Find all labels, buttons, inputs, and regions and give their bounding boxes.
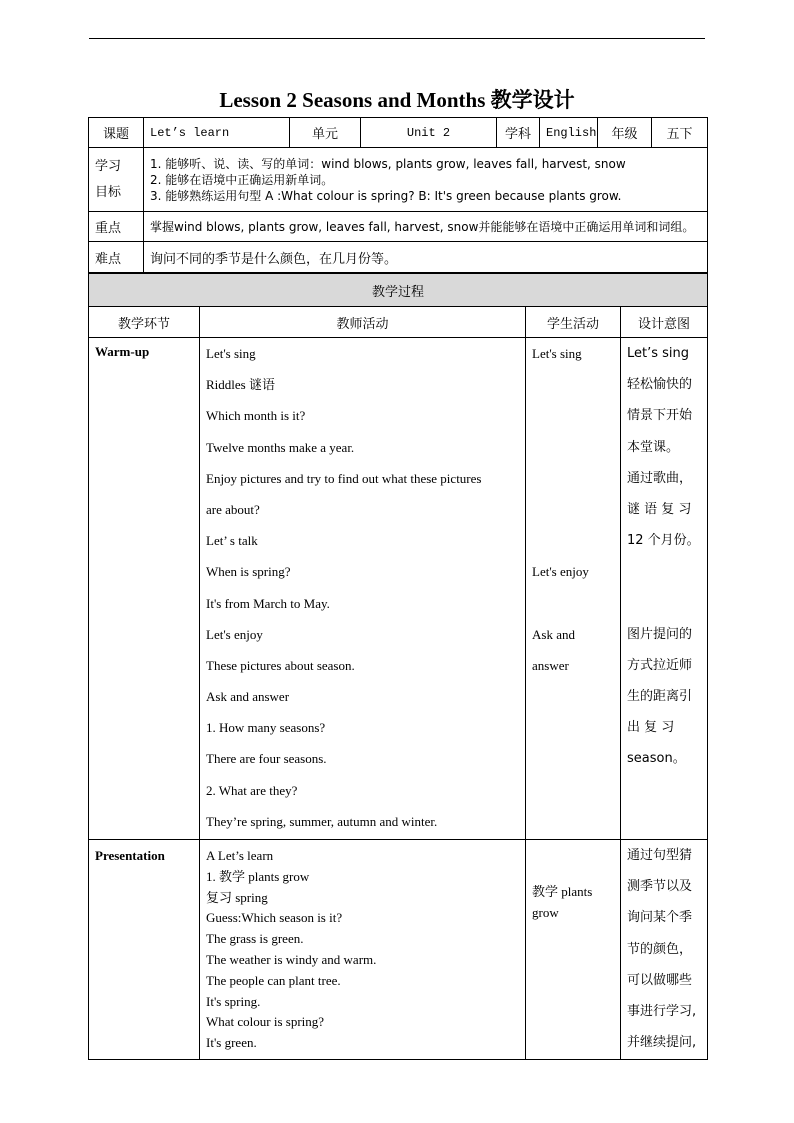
table-row: 询问某个季 [627,910,693,926]
table-row [532,525,614,556]
table-row: 方式拉近师 [627,657,693,673]
table-row: It's green. [206,1035,257,1051]
warmup-student [526,338,621,840]
table-row: 1. How many seasons? [206,720,326,736]
topic-value: Let’s learn [144,118,290,148]
table-row: Let's enjoy [206,626,263,642]
header-rule [89,38,705,39]
table-row: 复习 spring [206,889,268,905]
table-row: Let's sing [206,346,256,361]
warmup-teacher [200,338,526,840]
table-row: are about? [206,501,260,517]
difficulty-text: 询问不同的季节是什么颜色，在几月份等。 [144,242,708,273]
table-row: They’re spring, summer, autumn and winter. [206,813,438,829]
table-row [532,494,614,525]
table-row: 1. 教学 plants grow [206,868,310,884]
table-row: 2. What are they? [206,782,298,798]
table-row: 节的颜色， [627,941,693,957]
table-row: Which month is it? [206,408,306,424]
table-row [627,588,701,619]
table-row: When is spring? [206,564,291,580]
table-row: season。 [627,751,686,767]
table-row: Guess:Which season is it? [206,910,343,926]
table-row: Ask and [532,626,575,642]
table-row: 12 个月份。 [627,533,700,549]
table-row [532,400,614,431]
topic-label: 课题 [89,118,144,148]
table-row: Riddles 谜语 [206,377,275,393]
presentation-intent [621,840,708,1060]
table-row: 通过句型猜 [627,848,693,863]
key-points-text: 掌握wind blows, plants grow, leaves fall, harvest, snow并能能够在语境中正确运用单词和词组。 [144,212,708,242]
objectives-label: 学习 目标 [89,148,144,212]
objective-item: 2. 能够在语境中正确运用新单词。 [150,172,334,187]
table-row: Let’ s talk [206,533,258,549]
subject-value: English [540,118,598,148]
table-row: 教学 plants [532,884,593,899]
table-row: 通过歌曲， [627,470,693,486]
process-table [88,273,708,1060]
info-table [88,117,708,273]
table-row: Let’s sing [627,346,690,361]
table-row [532,369,614,400]
table-row: answer [532,657,569,673]
process-header: 教学过程 [89,274,708,307]
table-row: grow [532,904,559,920]
table-row: It's from March to May. [206,595,330,611]
presentation-teacher [200,840,526,1060]
objective-item: 3. 能够熟练运用句型 A :What colour is spring? B: It's green because plants grow. [150,188,622,203]
objectives-list [144,148,708,212]
table-row: 图片提问的 [627,626,693,642]
unit-label: 单元 [290,118,361,148]
table-row: 测季节以及 [627,879,693,895]
page-title: Lesson 2 Seasons and Months 教学设计 [219,88,575,112]
table-row [532,463,614,494]
warmup-stage: Warm-up [89,338,200,840]
grade-label: 年级 [598,118,652,148]
table-row: 轻松愉快的 [627,377,693,393]
warmup-intent [621,338,708,840]
grade-value: 五下 [652,118,708,148]
unit-value: Unit 2 [361,118,497,148]
col-intent: 设计意图 [621,307,708,338]
table-row [627,556,701,587]
table-row: The grass is green. [206,931,304,947]
table-row: The weather is windy and warm. [206,951,377,967]
table-row [532,432,614,463]
col-stage: 教学环节 [89,307,200,338]
table-row: 并继续提问, [627,1035,697,1051]
table-row: Enjoy pictures and try to find out what these pictures [206,470,482,486]
table-row: 本堂课。 [627,439,680,455]
table-row: A Let’s learn [206,848,274,863]
table-row: 出 复 习 [627,720,675,736]
table-row: 可以做哪些 [627,972,693,988]
presentation-student [526,840,621,1060]
col-teacher: 教师活动 [200,307,526,338]
col-student: 学生活动 [526,307,621,338]
subject-label: 学科 [497,118,540,148]
table-row: The people can plant tree. [206,972,341,988]
presentation-stage: Presentation [89,840,200,1060]
table-row: It's spring. [206,993,261,1009]
objective-item: 1. 能够听、说、读、写的单词：wind blows, plants grow, leaves fall, harvest, snow [150,156,626,171]
table-row: 事进行学习, [627,1003,697,1019]
key-points-label: 重点 [89,212,144,242]
table-row: 情景下开始 [627,408,693,424]
table-row: 谜 语 复 习 [627,501,692,517]
table-row: Twelve months make a year. [206,439,355,455]
table-row: Let's sing [532,346,582,361]
table-row: What colour is spring? [206,1014,325,1030]
table-row: Let's enjoy [532,564,589,580]
table-row [532,588,614,619]
table-row: There are four seasons. [206,751,327,767]
table-row: 生的距离引 [627,689,693,705]
table-row: These pictures about season. [206,657,355,673]
table-row: Ask and answer [206,689,290,705]
difficulty-label: 难点 [89,242,144,273]
